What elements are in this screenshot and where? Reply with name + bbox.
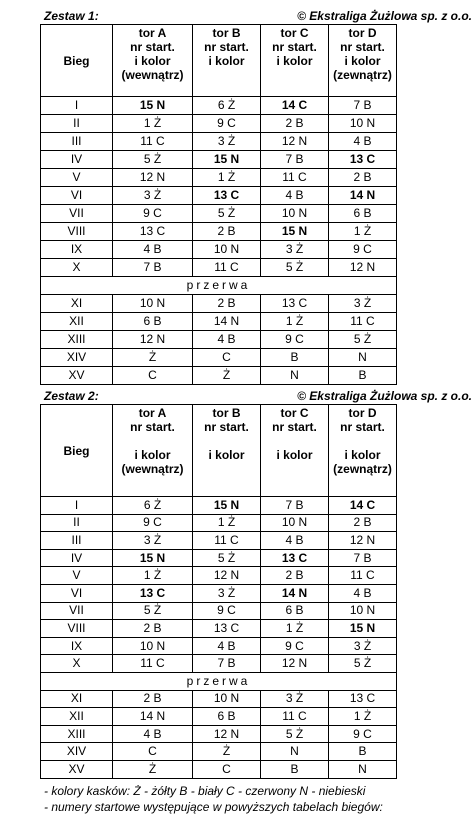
break-row	[41, 277, 397, 295]
cell-tor-a: 10 N	[113, 295, 193, 313]
table-row	[41, 497, 397, 515]
cell-tor-a: 4 B	[113, 725, 193, 743]
set2-title: Zestaw 2:	[44, 389, 99, 403]
cell-tor-b: 3 Ż	[193, 133, 261, 151]
cell-tor-a: 15 N	[113, 97, 193, 115]
cell-tor-b: 6 B	[193, 708, 261, 726]
cell-tor-b: 10 N	[193, 241, 261, 259]
heat-number: III	[41, 532, 113, 550]
cell-tor-c: 9 C	[261, 637, 329, 655]
cell-tor-c: 2 B	[261, 567, 329, 585]
cell-tor-c: 1 Ż	[261, 313, 329, 331]
cell-tor-d: 3 Ż	[329, 637, 397, 655]
cell-tor-c: 11 C	[261, 708, 329, 726]
cell-tor-d: 4 B	[329, 584, 397, 602]
cell-tor-b: 3 Ż	[193, 584, 261, 602]
table-row	[41, 241, 397, 259]
heat-number: VII	[41, 205, 113, 223]
cell-tor-d: 12 N	[329, 532, 397, 550]
cell-tor-d: B	[329, 367, 397, 385]
heat-number: XV	[41, 367, 113, 385]
heat-number: IX	[41, 637, 113, 655]
header-bieg: Bieg	[41, 405, 113, 497]
cell-tor-d: 14 C	[329, 497, 397, 515]
heat-number: IX	[41, 241, 113, 259]
heat-number: VI	[41, 584, 113, 602]
header-line: i kolor	[276, 54, 313, 68]
header-tor-b	[193, 25, 261, 97]
cell-tor-d: 11 C	[329, 313, 397, 331]
cell-tor-b: 13 C	[193, 187, 261, 205]
header-line	[329, 434, 396, 448]
cell-tor-b: C	[193, 349, 261, 367]
cell-tor-b: 6 Ż	[193, 97, 261, 115]
heat-number: IV	[41, 151, 113, 169]
heat-number: I	[41, 97, 113, 115]
cell-tor-c: 3 Ż	[261, 690, 329, 708]
heat-number: XIV	[41, 743, 113, 761]
cell-tor-c: B	[261, 349, 329, 367]
header-line: (wewnątrz)	[121, 462, 184, 476]
cell-tor-d: 1 Ż	[329, 223, 397, 241]
heat-number: X	[41, 655, 113, 673]
header-line: tor C	[280, 26, 309, 40]
heat-number: XIII	[41, 725, 113, 743]
header-tor-b	[193, 405, 261, 497]
cell-tor-c: 7 B	[261, 497, 329, 515]
cell-tor-c: 5 Ż	[261, 259, 329, 277]
header-tor-a	[113, 405, 193, 497]
heat-number: XI	[41, 295, 113, 313]
heat-number: XIII	[41, 331, 113, 349]
header-line: tor C	[280, 406, 309, 420]
header-line: nr start.	[272, 40, 317, 54]
cell-tor-d: 3 Ż	[329, 295, 397, 313]
header-line	[113, 434, 192, 448]
header-line	[193, 434, 260, 448]
cell-tor-a: 11 C	[113, 655, 193, 673]
header-line: nr start.	[340, 40, 385, 54]
header-line: tor B	[212, 406, 241, 420]
header-line: (zewnątrz)	[333, 462, 392, 476]
heat-number: VI	[41, 187, 113, 205]
table-row	[41, 725, 397, 743]
cell-tor-c: 4 B	[261, 532, 329, 550]
table-row	[41, 637, 397, 655]
header-line: tor A	[138, 26, 167, 40]
table-row	[41, 205, 397, 223]
cell-tor-c: 6 B	[261, 602, 329, 620]
cell-tor-a: C	[113, 743, 193, 761]
set1-table	[40, 24, 397, 385]
heat-number: IV	[41, 549, 113, 567]
heat-number: XV	[41, 760, 113, 778]
heat-number: X	[41, 259, 113, 277]
header-line: i kolor	[134, 448, 171, 462]
table-row	[41, 313, 397, 331]
cell-tor-c: 3 Ż	[261, 241, 329, 259]
header-line: tor A	[138, 406, 167, 420]
table-row	[41, 259, 397, 277]
cell-tor-b: 15 N	[193, 497, 261, 515]
set2-table	[40, 404, 397, 779]
cell-tor-d: 5 Ż	[329, 655, 397, 673]
cell-tor-b: 12 N	[193, 567, 261, 585]
cell-tor-a: 1 Ż	[113, 115, 193, 133]
cell-tor-c: 9 C	[261, 331, 329, 349]
heat-number: I	[41, 497, 113, 515]
table-row	[41, 223, 397, 241]
set1-title: Zestaw 1:	[44, 9, 99, 23]
cell-tor-a: 6 Ż	[113, 497, 193, 515]
table-row	[41, 690, 397, 708]
cell-tor-c: 2 B	[261, 115, 329, 133]
copyright: © Ekstraliga Żużlowa sp. z o.o.	[297, 389, 472, 403]
cell-tor-a: 7 B	[113, 259, 193, 277]
cell-tor-b: 5 Ż	[193, 549, 261, 567]
header-tor-c	[261, 25, 329, 97]
header-row	[41, 405, 397, 497]
cell-tor-c: 10 N	[261, 205, 329, 223]
table-row	[41, 295, 397, 313]
cell-tor-d: N	[329, 349, 397, 367]
cell-tor-b: 2 B	[193, 223, 261, 241]
cell-tor-c: N	[261, 743, 329, 761]
cell-tor-c: 14 N	[261, 584, 329, 602]
cell-tor-a: 3 Ż	[113, 532, 193, 550]
cell-tor-a: 13 C	[113, 584, 193, 602]
cell-tor-b: Ż	[193, 367, 261, 385]
header-row	[41, 25, 397, 97]
table-row	[41, 760, 397, 778]
header-tor-a	[113, 25, 193, 97]
cell-tor-b: 12 N	[193, 725, 261, 743]
cell-tor-a: 15 N	[113, 549, 193, 567]
cell-tor-b: 11 C	[193, 532, 261, 550]
header-line: nr start.	[204, 40, 249, 54]
heat-number: VIII	[41, 620, 113, 638]
cell-tor-a: 11 C	[113, 133, 193, 151]
cell-tor-a: C	[113, 367, 193, 385]
cell-tor-a: 12 N	[113, 331, 193, 349]
heat-number: XI	[41, 690, 113, 708]
cell-tor-d: 2 B	[329, 169, 397, 187]
break-label: przerwa	[41, 277, 397, 295]
cell-tor-b: 13 C	[193, 620, 261, 638]
cell-tor-c: 13 C	[261, 549, 329, 567]
heat-number: II	[41, 514, 113, 532]
cell-tor-d: N	[329, 760, 397, 778]
heat-number: XII	[41, 708, 113, 726]
cell-tor-b: 9 C	[193, 602, 261, 620]
cell-tor-b: 2 B	[193, 295, 261, 313]
cell-tor-a: 2 B	[113, 690, 193, 708]
cell-tor-d: 10 N	[329, 115, 397, 133]
header-line: i kolor	[344, 54, 381, 68]
header-line: nr start.	[130, 420, 175, 434]
heat-number: XII	[41, 313, 113, 331]
cell-tor-d: 4 B	[329, 133, 397, 151]
copyright: © Ekstraliga Żużlowa sp. z o.o.	[297, 9, 472, 23]
cell-tor-a: 5 Ż	[113, 151, 193, 169]
header-line	[261, 434, 328, 448]
table-row	[41, 549, 397, 567]
header-tor-c	[261, 405, 329, 497]
table-row	[41, 743, 397, 761]
table-row	[41, 655, 397, 673]
cell-tor-a: 10 N	[113, 637, 193, 655]
cell-tor-b: 10 N	[193, 690, 261, 708]
cell-tor-a: 3 Ż	[113, 187, 193, 205]
table-row	[41, 567, 397, 585]
cell-tor-a: 2 B	[113, 620, 193, 638]
cell-tor-b: C	[193, 760, 261, 778]
table-row	[41, 602, 397, 620]
cell-tor-d: 13 C	[329, 151, 397, 169]
header-line: tor D	[348, 406, 377, 420]
cell-tor-b: Ż	[193, 743, 261, 761]
table-row	[41, 532, 397, 550]
cell-tor-d: 2 B	[329, 514, 397, 532]
cell-tor-d: 6 B	[329, 205, 397, 223]
set2-header	[44, 389, 476, 403]
table-row	[41, 169, 397, 187]
cell-tor-d: 13 C	[329, 690, 397, 708]
header-line: tor D	[348, 26, 377, 40]
cell-tor-d: 9 C	[329, 241, 397, 259]
break-label: przerwa	[41, 672, 397, 690]
cell-tor-c: 5 Ż	[261, 725, 329, 743]
cell-tor-b: 7 B	[193, 655, 261, 673]
heat-number: VII	[41, 602, 113, 620]
heat-number: II	[41, 115, 113, 133]
set1-header	[44, 9, 476, 23]
cell-tor-a: 4 B	[113, 241, 193, 259]
cell-tor-a: 14 N	[113, 708, 193, 726]
cell-tor-d: 1 Ż	[329, 708, 397, 726]
table-row	[41, 97, 397, 115]
cell-tor-c: 14 C	[261, 97, 329, 115]
header-line: nr start.	[204, 420, 249, 434]
cell-tor-b: 14 N	[193, 313, 261, 331]
header-line: tor B	[212, 26, 241, 40]
cell-tor-d: 10 N	[329, 602, 397, 620]
header-line: i kolor	[276, 448, 313, 462]
header-line: i kolor	[208, 54, 245, 68]
table-row	[41, 584, 397, 602]
cell-tor-d: 12 N	[329, 259, 397, 277]
header-line: (wewnątrz)	[121, 68, 184, 82]
cell-tor-b: 4 B	[193, 637, 261, 655]
cell-tor-b: 5 Ż	[193, 205, 261, 223]
cell-tor-d: 5 Ż	[329, 331, 397, 349]
cell-tor-b: 1 Ż	[193, 514, 261, 532]
cell-tor-a: 12 N	[113, 169, 193, 187]
cell-tor-a: 13 C	[113, 223, 193, 241]
cell-tor-a: Ż	[113, 349, 193, 367]
cell-tor-a: Ż	[113, 760, 193, 778]
cell-tor-c: 12 N	[261, 133, 329, 151]
footnote-helmet-colors: - kolory kasków: Ż - żółty B - biały C - czerwony N - niebieski	[44, 784, 366, 798]
cell-tor-d: 9 C	[329, 725, 397, 743]
table-row	[41, 151, 397, 169]
cell-tor-c: 11 C	[261, 169, 329, 187]
cell-tor-c: 12 N	[261, 655, 329, 673]
cell-tor-c: B	[261, 760, 329, 778]
cell-tor-d: 15 N	[329, 620, 397, 638]
heat-number: XIV	[41, 349, 113, 367]
cell-tor-a: 9 C	[113, 514, 193, 532]
heat-number: V	[41, 567, 113, 585]
header-line: nr start.	[340, 420, 385, 434]
heat-number: III	[41, 133, 113, 151]
cell-tor-d: 11 C	[329, 567, 397, 585]
table-row	[41, 133, 397, 151]
header-bieg: Bieg	[41, 25, 113, 97]
header-line: nr start.	[130, 40, 175, 54]
header-line: i kolor	[208, 448, 245, 462]
cell-tor-c: 4 B	[261, 187, 329, 205]
cell-tor-a: 5 Ż	[113, 602, 193, 620]
break-row	[41, 672, 397, 690]
heat-number: V	[41, 169, 113, 187]
cell-tor-a: 6 B	[113, 313, 193, 331]
header-tor-d	[329, 25, 397, 97]
cell-tor-c: 1 Ż	[261, 620, 329, 638]
cell-tor-b: 9 C	[193, 115, 261, 133]
cell-tor-d: 7 B	[329, 549, 397, 567]
cell-tor-c: N	[261, 367, 329, 385]
table-row	[41, 367, 397, 385]
cell-tor-d: 7 B	[329, 97, 397, 115]
cell-tor-b: 11 C	[193, 259, 261, 277]
header-line: i kolor	[134, 54, 171, 68]
header-tor-d	[329, 405, 397, 497]
header-line: (zewnątrz)	[333, 68, 392, 82]
table-row	[41, 620, 397, 638]
table-row	[41, 708, 397, 726]
cell-tor-b: 15 N	[193, 151, 261, 169]
cell-tor-c: 7 B	[261, 151, 329, 169]
heat-number: VIII	[41, 223, 113, 241]
cell-tor-c: 15 N	[261, 223, 329, 241]
cell-tor-b: 1 Ż	[193, 169, 261, 187]
cell-tor-a: 9 C	[113, 205, 193, 223]
footnote-start-numbers: - numery startowe występujące w powyższych tabelach biegów:	[44, 800, 383, 814]
table-row	[41, 331, 397, 349]
header-line: i kolor	[344, 448, 381, 462]
table-row	[41, 514, 397, 532]
cell-tor-b: 4 B	[193, 331, 261, 349]
cell-tor-d: 14 N	[329, 187, 397, 205]
table-row	[41, 349, 397, 367]
cell-tor-d: B	[329, 743, 397, 761]
cell-tor-a: 1 Ż	[113, 567, 193, 585]
table-row	[41, 115, 397, 133]
cell-tor-c: 10 N	[261, 514, 329, 532]
table-row	[41, 187, 397, 205]
header-line: nr start.	[272, 420, 317, 434]
cell-tor-c: 13 C	[261, 295, 329, 313]
